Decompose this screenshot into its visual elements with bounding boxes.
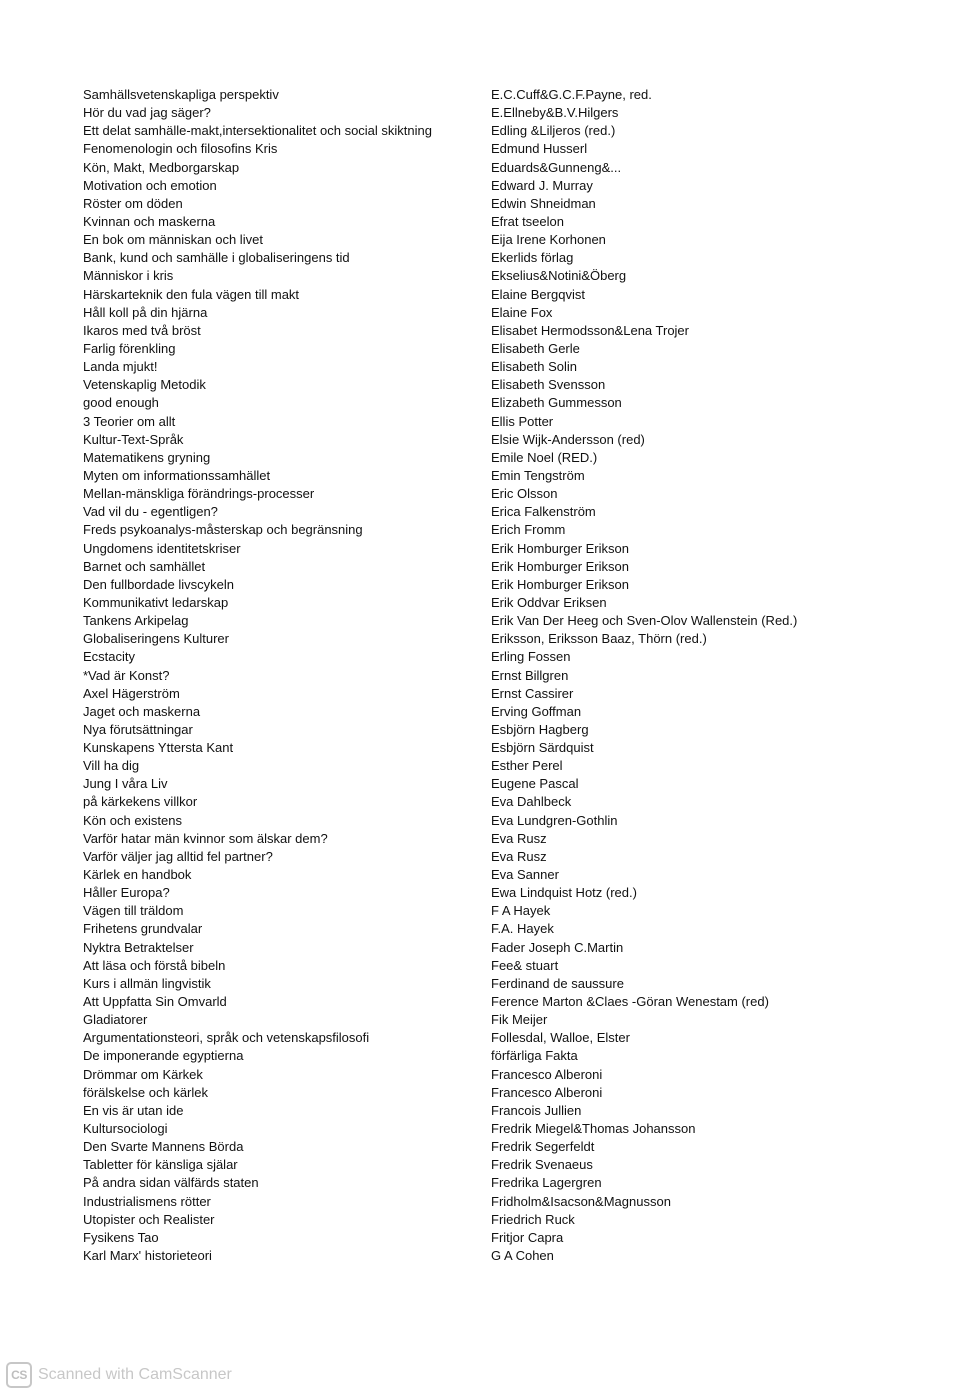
book-title: Varför väljer jag alltid fel partner? (83, 848, 273, 864)
book-author: Francesco Alberoni (491, 1084, 603, 1100)
book-title: Vill ha dig (83, 758, 140, 774)
book-author: Esbjörn Särdquist (491, 740, 594, 756)
book-title: Samhällsvetenskapliga perspektiv (83, 87, 279, 102)
book-author: Edmund Husserl (491, 141, 588, 157)
book-author: E.C.Cuff&G.C.F.Payne, red. (491, 87, 652, 102)
book-title: Ungdomens identitetskriser (83, 540, 241, 556)
book-author: Erik Oddvar Eriksen (491, 594, 607, 610)
book-title: Ecstacity (83, 649, 136, 665)
book-author: Eva Rusz (491, 830, 547, 846)
book-author: Elisabeth Solin (491, 359, 577, 375)
book-author: Edling &Liljeros (red.) (491, 123, 616, 139)
book-author: Eva Rusz (491, 848, 547, 864)
book-title: Den Svarte Mannens Börda (83, 1139, 244, 1155)
book-author: Erving Goffman (491, 703, 582, 719)
book-title: Människor i kris (83, 268, 174, 284)
book-title: good enough (83, 395, 159, 411)
book-author: Francesco Alberoni (491, 1066, 603, 1082)
book-author: Fritjor Capra (491, 1229, 564, 1245)
book-title: Motivation och emotion (83, 177, 217, 193)
book-title: Barnet och samhället (83, 558, 206, 574)
book-author: Eija Irene Korhonen (491, 232, 606, 248)
book-title: Jung I våra Liv (83, 776, 168, 792)
book-title: Mellan-mänskliga förändrings-processer (83, 486, 315, 502)
book-author: Ernst Cassirer (491, 685, 574, 701)
book-title: Hör du vad jag säger? (83, 105, 211, 121)
book-title: Fysikens Tao (83, 1229, 159, 1245)
book-author-column (491, 86, 951, 1265)
book-author: Erik Homburger Erikson (491, 576, 629, 592)
book-title: Kommunikativt ledarskap (83, 594, 229, 610)
book-author: Edward J. Murray (491, 177, 593, 193)
book-author: Ernst Billgren (491, 667, 569, 683)
book-title: Argumentationsteori, språk och vetenskapsfilosofi (83, 1030, 370, 1046)
book-author: Ewa Lindquist Hotz (red.) (491, 885, 637, 901)
book-title: Tabletter för känsliga själar (83, 1157, 238, 1173)
book-author: Erik Homburger Erikson (491, 540, 629, 556)
book-author: Fredrika Lagergren (491, 1175, 602, 1191)
book-title: Ikaros med två bröst (83, 322, 201, 338)
book-author: Elisabet Hermodsson&Lena Trojer (491, 322, 689, 338)
book-title: Drömmar om Kärkek (83, 1066, 203, 1082)
book-author: Eva Lundgren-Gothlin (491, 812, 618, 828)
book-author: Erling Fossen (491, 649, 571, 665)
book-title: Håll koll på din hjärna (83, 304, 208, 320)
book-title: En bok om människan och livet (83, 232, 263, 248)
book-title-column (83, 86, 483, 1265)
book-author: Esther Perel (491, 758, 563, 774)
book-author: Fredrik Segerfeldt (491, 1139, 595, 1155)
book-author: Elisabeth Svensson (491, 377, 606, 393)
book-title: *Vad är Konst? (83, 667, 170, 683)
book-author: Erik Homburger Erikson (491, 558, 629, 574)
book-title: Axel Hägerström (83, 685, 180, 701)
book-author: Francois Jullien (491, 1102, 582, 1118)
book-title: Kön och existens (83, 812, 183, 828)
book-author: förfärliga Fakta (491, 1048, 578, 1064)
book-title: Fenomenologin och filosofins Kris (83, 141, 278, 157)
book-author: Ellis Potter (491, 413, 554, 429)
book-title: Freds psykoanalys-måsterskap och begränsning (83, 522, 363, 538)
book-author: Erik Van Der Heeg och Sven-Olov Wallenstein (Red.) (491, 613, 798, 629)
book-title: Kultursociologi (83, 1121, 168, 1137)
book-title: förälskelse och kärlek (83, 1084, 208, 1100)
book-author: Eva Sanner (491, 867, 559, 883)
book-author: Esbjörn Hagberg (491, 721, 589, 737)
book-author: G A Cohen (491, 1248, 554, 1263)
book-author: Eva Dahlbeck (491, 794, 572, 810)
book-title: Nyktra Betraktelser (83, 939, 194, 955)
book-title: Bank, kund och samhälle i globaliseringens tid (83, 250, 350, 266)
book-title: Vetenskaplig Metodik (83, 377, 206, 393)
book-title: på kärkekens villkor (83, 794, 198, 810)
book-title: Industrialismens rötter (83, 1193, 211, 1209)
book-author: Emile Noel (RED.) (491, 449, 598, 465)
book-title: Farlig förenkling (83, 340, 176, 356)
book-author: Ekerlids förlag (491, 250, 574, 266)
book-title: Håller Europa? (83, 885, 170, 901)
book-author: Fik Meijer (491, 1012, 548, 1028)
book-author: E.Ellneby&B.V.Hilgers (491, 105, 619, 121)
book-title: Frihetens grundvalar (83, 921, 203, 937)
book-author: Ferdinand de saussure (491, 975, 624, 991)
book-author: Elizabeth Gummesson (491, 395, 622, 411)
book-title: Jaget och maskerna (83, 703, 201, 719)
book-author: Fee& stuart (491, 957, 559, 973)
book-author: F A Hayek (491, 903, 551, 919)
book-title: Härskarteknik den fula vägen till makt (83, 286, 300, 302)
camscanner-logo-icon: CS (6, 1362, 32, 1388)
book-title: Kvinnan och maskerna (83, 213, 216, 229)
book-author: Eugene Pascal (491, 776, 579, 792)
book-author: Ekselius&Notini&Öberg (491, 268, 627, 284)
book-author: Eduards&Gunneng&... (491, 159, 622, 175)
book-title: Kön, Makt, Medborgarskap (83, 159, 240, 175)
book-title: Kultur-Text-Språk (83, 431, 184, 447)
book-author: Friedrich Ruck (491, 1211, 575, 1227)
book-author: Ference Marton &Claes -Göran Wenestam (red) (491, 994, 769, 1010)
book-author: Fredrik Miegel&Thomas Johansson (491, 1121, 696, 1137)
book-title: Tankens Arkipelag (83, 613, 189, 629)
book-author: Fader Joseph C.Martin (491, 939, 624, 955)
book-title: Varför hatar män kvinnor som älskar dem? (83, 830, 328, 846)
book-title: Att Uppfatta Sin Omvarld (83, 994, 227, 1010)
book-author: Fredrik Svenaeus (491, 1157, 593, 1173)
book-author: F.A. Hayek (491, 921, 554, 937)
book-title: Att läsa och förstå bibeln (83, 957, 226, 973)
book-title: Kunskapens Yttersta Kant (83, 740, 234, 756)
book-title: Ett delat samhälle-makt,intersektionalitet och social skiktning (83, 123, 432, 139)
book-title: Röster om döden (83, 195, 183, 211)
book-author: Emin Tengström (491, 467, 585, 483)
book-title: På andra sidan välfärds staten (83, 1175, 259, 1191)
book-author: Erich Fromm (491, 522, 566, 538)
book-author: Elaine Bergqvist (491, 286, 585, 302)
watermark-text: Scanned with CamScanner (38, 1366, 232, 1383)
book-author: Eriksson, Eriksson Baaz, Thörn (red.) (491, 631, 707, 647)
book-title: Landa mjukt! (83, 359, 158, 375)
book-author: Efrat tseelon (491, 213, 564, 229)
book-author: Elisabeth Gerle (491, 340, 580, 356)
book-author: Elsie Wijk-Andersson (red) (491, 431, 645, 447)
book-title: Matematikens gryning (83, 449, 211, 465)
book-author: Elaine Fox (491, 304, 553, 320)
book-title: Globaliseringens Kulturer (83, 631, 229, 647)
book-author: Follesdal, Walloe, Elster (491, 1030, 630, 1046)
book-title: En vis är utan ide (83, 1102, 184, 1118)
book-title: Kärlek en handbok (83, 867, 192, 883)
book-title: 3 Teorier om allt (83, 413, 176, 429)
book-title: De imponerande egyptierna (83, 1048, 244, 1064)
book-author: Fridholm&Isacson&Magnusson (491, 1193, 671, 1209)
book-title: Myten om informationssamhället (83, 467, 271, 483)
book-title: Nya förutsättningar (83, 721, 193, 737)
book-title: Utopister och Realister (83, 1211, 215, 1227)
book-author: Edwin Shneidman (491, 195, 596, 211)
camscanner-watermark (6, 1361, 232, 1389)
book-title: Den fullbordade livscykeln (83, 576, 235, 592)
book-author: Erica Falkenström (491, 504, 596, 520)
book-title: Kurs i allmän lingvistik (83, 975, 211, 991)
book-title: Vägen till träldom (83, 903, 184, 919)
book-title: Karl Marx' historieteori (83, 1248, 212, 1263)
book-author: Eric Olsson (491, 486, 558, 502)
book-title: Vad vil du - egentligen? (83, 504, 218, 520)
book-title: Gladiatorer (83, 1012, 148, 1028)
